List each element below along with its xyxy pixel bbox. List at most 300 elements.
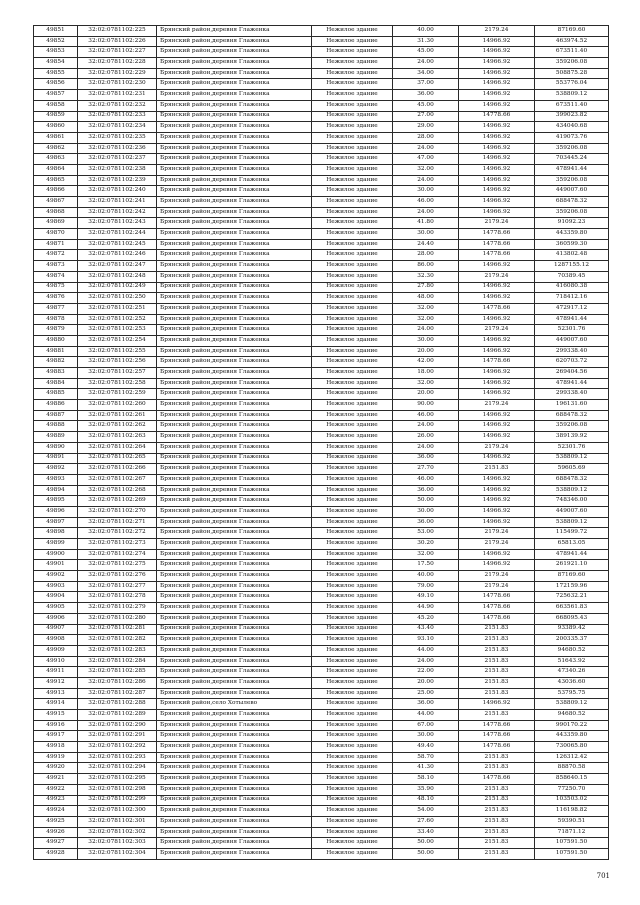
cadastral-number-cell: 32:02:0781102:259 [78,389,157,400]
cadastral-value-cell: 990170.22 [535,720,609,731]
object-type-cell: Нежилое здание [312,838,393,849]
cadastral-value-cell: 88870.58 [535,763,609,774]
cadastral-number-cell: 32:02:0781102:283 [78,645,157,656]
table-row [34,539,609,550]
cadastral-number-cell: 32:02:0781102:235 [78,132,157,143]
area-cell: 31.30 [393,36,459,47]
row-number-cell: 49926 [34,827,78,838]
area-cell: 30.20 [393,539,459,550]
unit-value-cell: 2151.83 [459,656,535,667]
cadastral-number-cell: 32:02:0781102:302 [78,827,157,838]
unit-value-cell: 14966.92 [459,560,535,571]
area-cell: 50.00 [393,838,459,849]
object-type-cell: Нежилое здание [312,250,393,261]
unit-value-cell: 14966.92 [459,90,535,101]
area-cell: 30.00 [393,506,459,517]
object-type-cell: Нежилое здание [312,442,393,453]
address-cell: Брянский район,деревня Глаженка [157,368,312,379]
unit-value-cell: 14966.92 [459,485,535,496]
object-type-cell: Нежилое здание [312,26,393,37]
unit-value-cell: 14966.92 [459,186,535,197]
row-number-cell: 49885 [34,389,78,400]
object-type-cell: Нежилое здание [312,325,393,336]
unit-value-cell: 2151.83 [459,827,535,838]
area-cell: 58.70 [393,752,459,763]
object-type-cell: Нежилое здание [312,816,393,827]
cadastral-number-cell: 32:02:0781102:248 [78,271,157,282]
area-cell: 41.80 [393,218,459,229]
cadastral-value-cell: 43036.60 [535,677,609,688]
cadastral-number-cell: 32:02:0781102:277 [78,581,157,592]
cadastral-value-cell: 115499.72 [535,528,609,539]
table-row [34,506,609,517]
row-number-cell: 49928 [34,848,78,859]
unit-value-cell: 2151.83 [459,806,535,817]
cadastral-value-cell: 419073.76 [535,132,609,143]
table-row [34,421,609,432]
object-type-cell: Нежилое здание [312,175,393,186]
area-cell: 36.00 [393,485,459,496]
cadastral-value-cell: 725632.21 [535,592,609,603]
address-cell: Брянский район,деревня Глаженка [157,645,312,656]
cadastral-value-cell: 663561.83 [535,603,609,614]
row-number-cell: 49887 [34,410,78,421]
object-type-cell: Нежилое здание [312,496,393,507]
row-number-cell: 49919 [34,752,78,763]
object-type-cell: Нежилое здание [312,603,393,614]
cadastral-number-cell: 32:02:0781102:292 [78,742,157,753]
cadastral-number-cell: 32:02:0781102:249 [78,282,157,293]
cadastral-value-cell: 93389.42 [535,624,609,635]
address-cell: Брянский район,деревня Глаженка [157,784,312,795]
row-number-cell: 49881 [34,346,78,357]
unit-value-cell: 14966.92 [459,154,535,165]
area-cell: 27.80 [393,282,459,293]
object-type-cell: Нежилое здание [312,528,393,539]
row-number-cell: 49863 [34,154,78,165]
unit-value-cell: 2151.83 [459,688,535,699]
unit-value-cell: 14778.66 [459,742,535,753]
cadastral-value-cell: 299338.40 [535,389,609,400]
row-number-cell: 49883 [34,368,78,379]
cadastral-value-cell: 538809.12 [535,517,609,528]
table-row [34,368,609,379]
area-cell: 30.00 [393,731,459,742]
area-cell: 42.00 [393,357,459,368]
address-cell: Брянский район,деревня Глаженка [157,197,312,208]
area-cell: 79.00 [393,581,459,592]
object-type-cell: Нежилое здание [312,122,393,133]
unit-value-cell: 14966.92 [459,389,535,400]
cadastral-value-cell: 52301.76 [535,325,609,336]
area-cell: 46.00 [393,474,459,485]
address-cell: Брянский район,деревня Глаженка [157,250,312,261]
address-cell: Брянский район,деревня Глаженка [157,47,312,58]
cadastral-value-cell: 269404.56 [535,368,609,379]
table-row [34,282,609,293]
row-number-cell: 49895 [34,496,78,507]
address-cell: Брянский район,деревня Глаженка [157,36,312,47]
row-number-cell: 49853 [34,47,78,58]
area-cell: 43.40 [393,624,459,635]
area-cell: 30.00 [393,335,459,346]
object-type-cell: Нежилое здание [312,79,393,90]
table-row [34,816,609,827]
object-type-cell: Нежилое здание [312,474,393,485]
table-row [34,58,609,69]
cadastral-value-cell: 47340.26 [535,667,609,678]
cadastral-number-cell: 32:02:0781102:239 [78,175,157,186]
table-row [34,207,609,218]
area-cell: 25.00 [393,688,459,699]
row-number-cell: 49900 [34,549,78,560]
area-cell: 27.00 [393,111,459,122]
row-number-cell: 49915 [34,710,78,721]
object-type-cell: Нежилое здание [312,410,393,421]
area-cell: 44.00 [393,645,459,656]
object-type-cell: Нежилое здание [312,827,393,838]
address-cell: Брянский район,деревня Глаженка [157,838,312,849]
cadastral-number-cell: 32:02:0781102:247 [78,261,157,272]
cadastral-value-cell: 449007.60 [535,335,609,346]
table-row [34,838,609,849]
cadastral-number-cell: 32:02:0781102:229 [78,68,157,79]
cadastral-value-cell: 91092.23 [535,218,609,229]
row-number-cell: 49891 [34,453,78,464]
unit-value-cell: 2179.24 [459,218,535,229]
table-row [34,197,609,208]
cadastral-value-cell: 359206.08 [535,58,609,69]
cadastral-number-cell: 32:02:0781102:285 [78,667,157,678]
table-row [34,496,609,507]
object-type-cell: Нежилое здание [312,549,393,560]
cadastral-number-cell: 32:02:0781102:276 [78,571,157,582]
address-cell: Брянский район,деревня Глаженка [157,720,312,731]
row-number-cell: 49897 [34,517,78,528]
unit-value-cell: 14966.92 [459,282,535,293]
row-number-cell: 49874 [34,271,78,282]
table-row [34,250,609,261]
area-cell: 24.00 [393,175,459,186]
address-cell: Брянский район,деревня Глаженка [157,474,312,485]
row-number-cell: 49890 [34,442,78,453]
unit-value-cell: 14966.92 [459,432,535,443]
row-number-cell: 49911 [34,667,78,678]
cadastral-value-cell: 748346.00 [535,496,609,507]
table-row [34,528,609,539]
cadastral-value-cell: 51643.92 [535,656,609,667]
table-row [34,474,609,485]
unit-value-cell: 14778.66 [459,774,535,785]
cadastral-number-cell: 32:02:0781102:268 [78,485,157,496]
area-cell: 24.00 [393,143,459,154]
cadastral-value-cell: 416080.38 [535,282,609,293]
unit-value-cell: 2179.24 [459,325,535,336]
address-cell: Брянский район,деревня Глаженка [157,464,312,475]
object-type-cell: Нежилое здание [312,592,393,603]
row-number-cell: 49904 [34,592,78,603]
object-type-cell: Нежилое здание [312,635,393,646]
address-cell: Брянский район,деревня Глаженка [157,357,312,368]
address-cell: Брянский район,деревня Глаженка [157,346,312,357]
table-row [34,122,609,133]
address-cell: Брянский район,деревня Глаженка [157,421,312,432]
area-cell: 48.10 [393,795,459,806]
object-type-cell: Нежилое здание [312,656,393,667]
table-row [34,261,609,272]
table-row [34,752,609,763]
area-cell: 28.00 [393,132,459,143]
unit-value-cell: 2151.83 [459,677,535,688]
table-row [34,656,609,667]
row-number-cell: 49884 [34,378,78,389]
row-number-cell: 49865 [34,175,78,186]
cadastral-value-cell: 620703.72 [535,357,609,368]
area-cell: 24.00 [393,207,459,218]
object-type-cell: Нежилое здание [312,132,393,143]
address-cell: Брянский район,деревня Глаженка [157,752,312,763]
address-cell: Брянский район,деревня Глаженка [157,710,312,721]
table-row [34,592,609,603]
address-cell: Брянский район,деревня Глаженка [157,400,312,411]
unit-value-cell: 14966.92 [459,346,535,357]
row-number-cell: 49888 [34,421,78,432]
cadastral-number-cell: 32:02:0781102:232 [78,100,157,111]
unit-value-cell: 2151.83 [459,710,535,721]
cadastral-number-cell: 32:02:0781102:261 [78,410,157,421]
table-row [34,239,609,250]
object-type-cell: Нежилое здание [312,571,393,582]
row-number-cell: 49862 [34,143,78,154]
cadastral-value-cell: 261921.10 [535,560,609,571]
object-type-cell: Нежилое здание [312,261,393,272]
row-number-cell: 49868 [34,207,78,218]
unit-value-cell: 14966.92 [459,36,535,47]
object-type-cell: Нежилое здание [312,90,393,101]
cadastral-number-cell: 32:02:0781102:233 [78,111,157,122]
unit-value-cell: 2179.24 [459,528,535,539]
cadastral-value-cell: 172159.96 [535,581,609,592]
row-number-cell: 49924 [34,806,78,817]
address-cell: Брянский район,деревня Глаженка [157,560,312,571]
address-cell: Брянский район,деревня Глаженка [157,325,312,336]
area-cell: 24.00 [393,656,459,667]
area-cell: 36.00 [393,699,459,710]
table-row [34,710,609,721]
object-type-cell: Нежилое здание [312,464,393,475]
table-row [34,175,609,186]
area-cell: 32.00 [393,303,459,314]
cadastral-value-cell: 478941.44 [535,549,609,560]
cadastral-value-cell: 508875.28 [535,68,609,79]
unit-value-cell: 2151.83 [459,816,535,827]
table-row [34,442,609,453]
object-type-cell: Нежилое здание [312,389,393,400]
cadastral-number-cell: 32:02:0781102:226 [78,36,157,47]
cadastral-value-cell: 200335.37 [535,635,609,646]
cadastral-number-cell: 32:02:0781102:294 [78,763,157,774]
table-row [34,731,609,742]
row-number-cell: 49859 [34,111,78,122]
row-number-cell: 49855 [34,68,78,79]
object-type-cell: Нежилое здание [312,848,393,859]
cadastral-number-cell: 32:02:0781102:265 [78,453,157,464]
cadastral-number-cell: 32:02:0781102:244 [78,229,157,240]
address-cell: Брянский район,деревня Глаженка [157,229,312,240]
table-row [34,784,609,795]
cadastral-number-cell: 32:02:0781102:253 [78,325,157,336]
address-cell: Брянский район,деревня Глаженка [157,378,312,389]
cadastral-number-cell: 32:02:0781102:256 [78,357,157,368]
row-number-cell: 49871 [34,239,78,250]
table-row [34,271,609,282]
table-row [34,667,609,678]
cadastral-value-cell: 94680.52 [535,645,609,656]
row-number-cell: 49860 [34,122,78,133]
table-row [34,378,609,389]
row-number-cell: 49920 [34,763,78,774]
table-row [34,186,609,197]
cadastral-value-cell: 538809.12 [535,485,609,496]
unit-value-cell: 2151.83 [459,464,535,475]
row-number-cell: 49875 [34,282,78,293]
cadastral-value-cell: 688478.32 [535,474,609,485]
unit-value-cell: 2151.83 [459,848,535,859]
table-row [34,400,609,411]
area-cell: 34.00 [393,68,459,79]
cadastral-value-cell: 196131.60 [535,400,609,411]
table-row [34,68,609,79]
unit-value-cell: 14966.92 [459,197,535,208]
address-cell: Брянский район,деревня Глаженка [157,111,312,122]
area-cell: 44.90 [393,603,459,614]
address-cell: Брянский район,деревня Глаженка [157,335,312,346]
table-row [34,47,609,58]
object-type-cell: Нежилое здание [312,539,393,550]
row-number-cell: 49879 [34,325,78,336]
cadastral-number-cell: 32:02:0781102:301 [78,816,157,827]
cadastral-number-cell: 32:02:0781102:263 [78,432,157,443]
area-cell: 46.00 [393,197,459,208]
area-cell: 24.00 [393,421,459,432]
cadastral-value-cell: 59390.51 [535,816,609,827]
object-type-cell: Нежилое здание [312,111,393,122]
address-cell: Брянский район,деревня Глаженка [157,442,312,453]
unit-value-cell: 14966.92 [459,143,535,154]
area-cell: 36.00 [393,90,459,101]
address-cell: Брянский район,деревня Глаженка [157,496,312,507]
unit-value-cell: 14966.92 [459,68,535,79]
object-type-cell: Нежилое здание [312,335,393,346]
address-cell: Брянский район,деревня Глаженка [157,143,312,154]
cadastral-number-cell: 32:02:0781102:274 [78,549,157,560]
cadastral-value-cell: 77250.70 [535,784,609,795]
table-row [34,613,609,624]
cadastral-number-cell: 32:02:0781102:258 [78,378,157,389]
address-cell: Брянский район,деревня Глаженка [157,303,312,314]
cadastral-number-cell: 32:02:0781102:228 [78,58,157,69]
address-cell: Брянский район,деревня Глаженка [157,100,312,111]
cadastral-number-cell: 32:02:0781102:266 [78,464,157,475]
cadastral-number-cell: 32:02:0781102:286 [78,677,157,688]
cadastral-value-cell: 65813.05 [535,539,609,550]
cadastral-number-cell: 32:02:0781102:298 [78,784,157,795]
row-number-cell: 49899 [34,539,78,550]
address-cell: Брянский район,деревня Глаженка [157,592,312,603]
row-number-cell: 49872 [34,250,78,261]
area-cell: 24.00 [393,58,459,69]
cadastral-number-cell: 32:02:0781102:252 [78,314,157,325]
table-row [34,325,609,336]
cadastral-value-cell: 359206.08 [535,421,609,432]
area-cell: 46.00 [393,410,459,421]
unit-value-cell: 2151.83 [459,635,535,646]
unit-value-cell: 14966.92 [459,453,535,464]
unit-value-cell: 14966.92 [459,132,535,143]
cadastral-number-cell: 32:02:0781102:241 [78,197,157,208]
cadastral-number-cell: 32:02:0781102:273 [78,539,157,550]
row-number-cell: 49869 [34,218,78,229]
unit-value-cell: 2151.83 [459,795,535,806]
cadastral-value-cell: 359206.08 [535,207,609,218]
address-cell: Брянский район,деревня Глаженка [157,613,312,624]
unit-value-cell: 14966.92 [459,506,535,517]
unit-value-cell: 14966.92 [459,100,535,111]
unit-value-cell: 14966.92 [459,261,535,272]
table-row [34,111,609,122]
cadastral-value-cell: 478941.44 [535,164,609,175]
row-number-cell: 49876 [34,293,78,304]
address-cell: Брянский район,деревня Глаженка [157,432,312,443]
address-cell: Брянский район,деревня Глаженка [157,239,312,250]
cadastral-number-cell: 32:02:0781102:260 [78,400,157,411]
row-number-cell: 49877 [34,303,78,314]
address-cell: Брянский район,деревня Глаженка [157,207,312,218]
unit-value-cell: 2151.83 [459,784,535,795]
cadastral-value-cell: 463974.52 [535,36,609,47]
object-type-cell: Нежилое здание [312,197,393,208]
address-cell: Брянский район,деревня Глаженка [157,528,312,539]
area-cell: 54.00 [393,806,459,817]
object-type-cell: Нежилое здание [312,154,393,165]
area-cell: 32.00 [393,314,459,325]
area-cell: 41.30 [393,763,459,774]
row-number-cell: 49894 [34,485,78,496]
table-row [34,581,609,592]
address-cell: Брянский район,деревня Глаженка [157,485,312,496]
area-cell: 90.00 [393,400,459,411]
object-type-cell: Нежилое здание [312,239,393,250]
cadastral-number-cell: 32:02:0781102:234 [78,122,157,133]
address-cell: Брянский район,деревня Глаженка [157,667,312,678]
address-cell: Брянский район,деревня Глаженка [157,58,312,69]
cadastral-value-cell: 668095.43 [535,613,609,624]
unit-value-cell: 14778.66 [459,720,535,731]
unit-value-cell: 14778.66 [459,239,535,250]
object-type-cell: Нежилое здание [312,271,393,282]
cadastral-number-cell: 32:02:0781102:293 [78,752,157,763]
unit-value-cell: 2151.83 [459,752,535,763]
address-cell: Брянский район,деревня Глаженка [157,164,312,175]
row-number-cell: 49914 [34,699,78,710]
cadastral-number-cell: 32:02:0781102:251 [78,303,157,314]
area-cell: 45.00 [393,47,459,58]
table-row [34,100,609,111]
cadastral-value-cell: 103503.02 [535,795,609,806]
table-row [34,560,609,571]
table-row [34,795,609,806]
address-cell: Брянский район,деревня Глаженка [157,186,312,197]
